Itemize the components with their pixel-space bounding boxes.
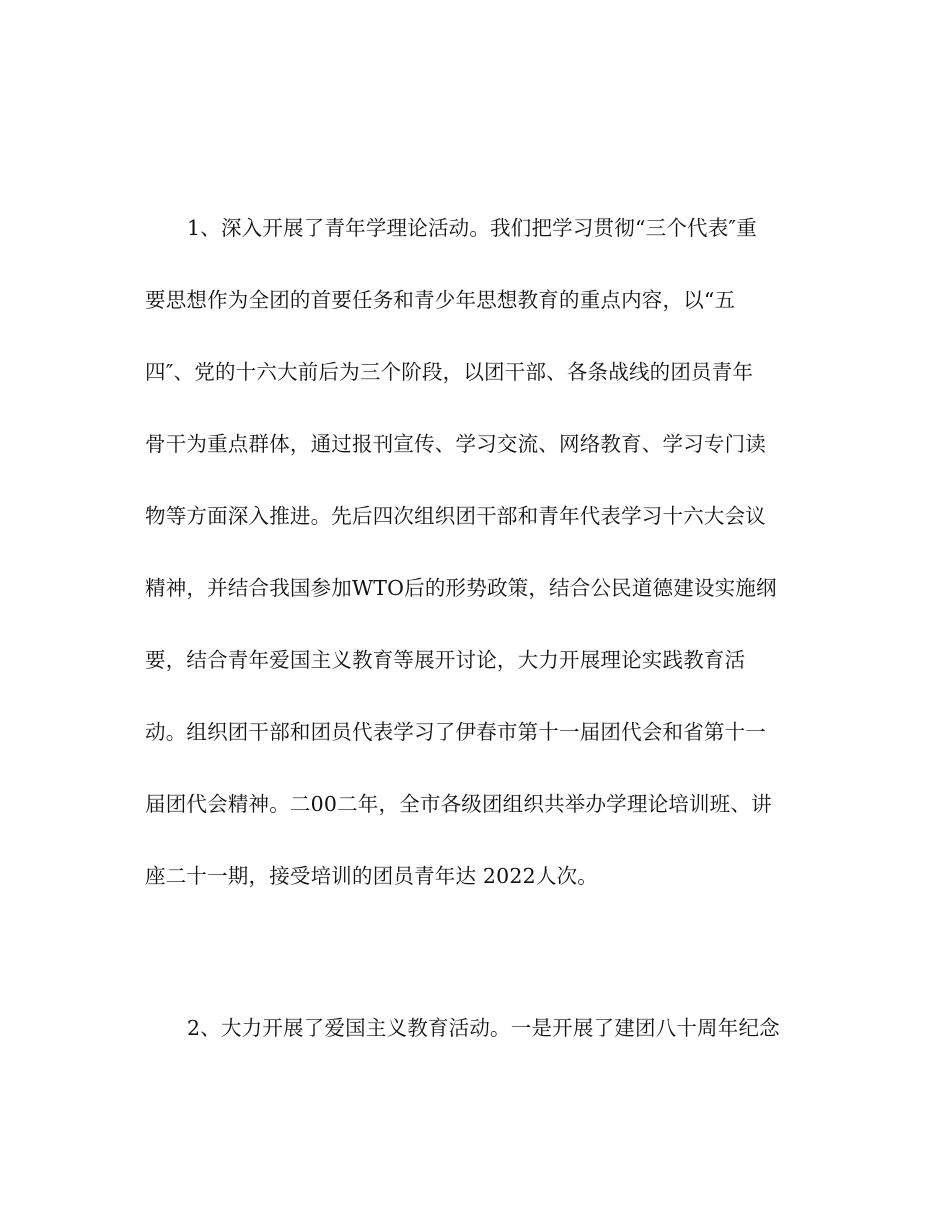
paragraph-1-line-2: 要思想作为全团的首要任务和青少年思想教育的重点内容，以“五	[145, 288, 736, 312]
paragraph-1-line-7: 要，结合青年爱国主义教育等展开讨论，大力开展理论实践教育活	[145, 648, 746, 672]
paragraph-1-line-5: 物等方面深入推进。先后四次组织团干部和青年代表学习十六大会议	[145, 504, 766, 528]
paragraph-1-line-1: 1、深入开展了青年学理论活动。我们把学习贯彻“三个代表″重	[187, 216, 757, 240]
paragraph-1-line-8: 动。组织团干部和团员代表学习了伊春市第十一届团代会和省第十一	[145, 720, 766, 744]
paragraph-1-line-9: 届团代会精神。二00二年，全市各级团组织共举办学理论培训班、讲	[145, 792, 772, 816]
paragraph-1-line-10: 座二十一期，接受培训的团员青年达 2022人次。	[145, 864, 598, 888]
paragraph-1-line-3: 四″、党的十六大前后为三个阶段，以团干部、各条战线的团员青年	[145, 360, 754, 384]
paragraph-1-line-4: 骨干为重点群体，通过报刊宣传、学习交流、网络教育、学习专门读	[145, 432, 766, 456]
paragraph-1-line-6: 精神，并结合我国参加WTO后的形势政策，结合公民道德建设实施纲	[145, 576, 777, 600]
paragraph-2-line-1: 2、大力开展了爱国主义教育活动。一是开展了建团八十周年纪念	[187, 1016, 780, 1040]
